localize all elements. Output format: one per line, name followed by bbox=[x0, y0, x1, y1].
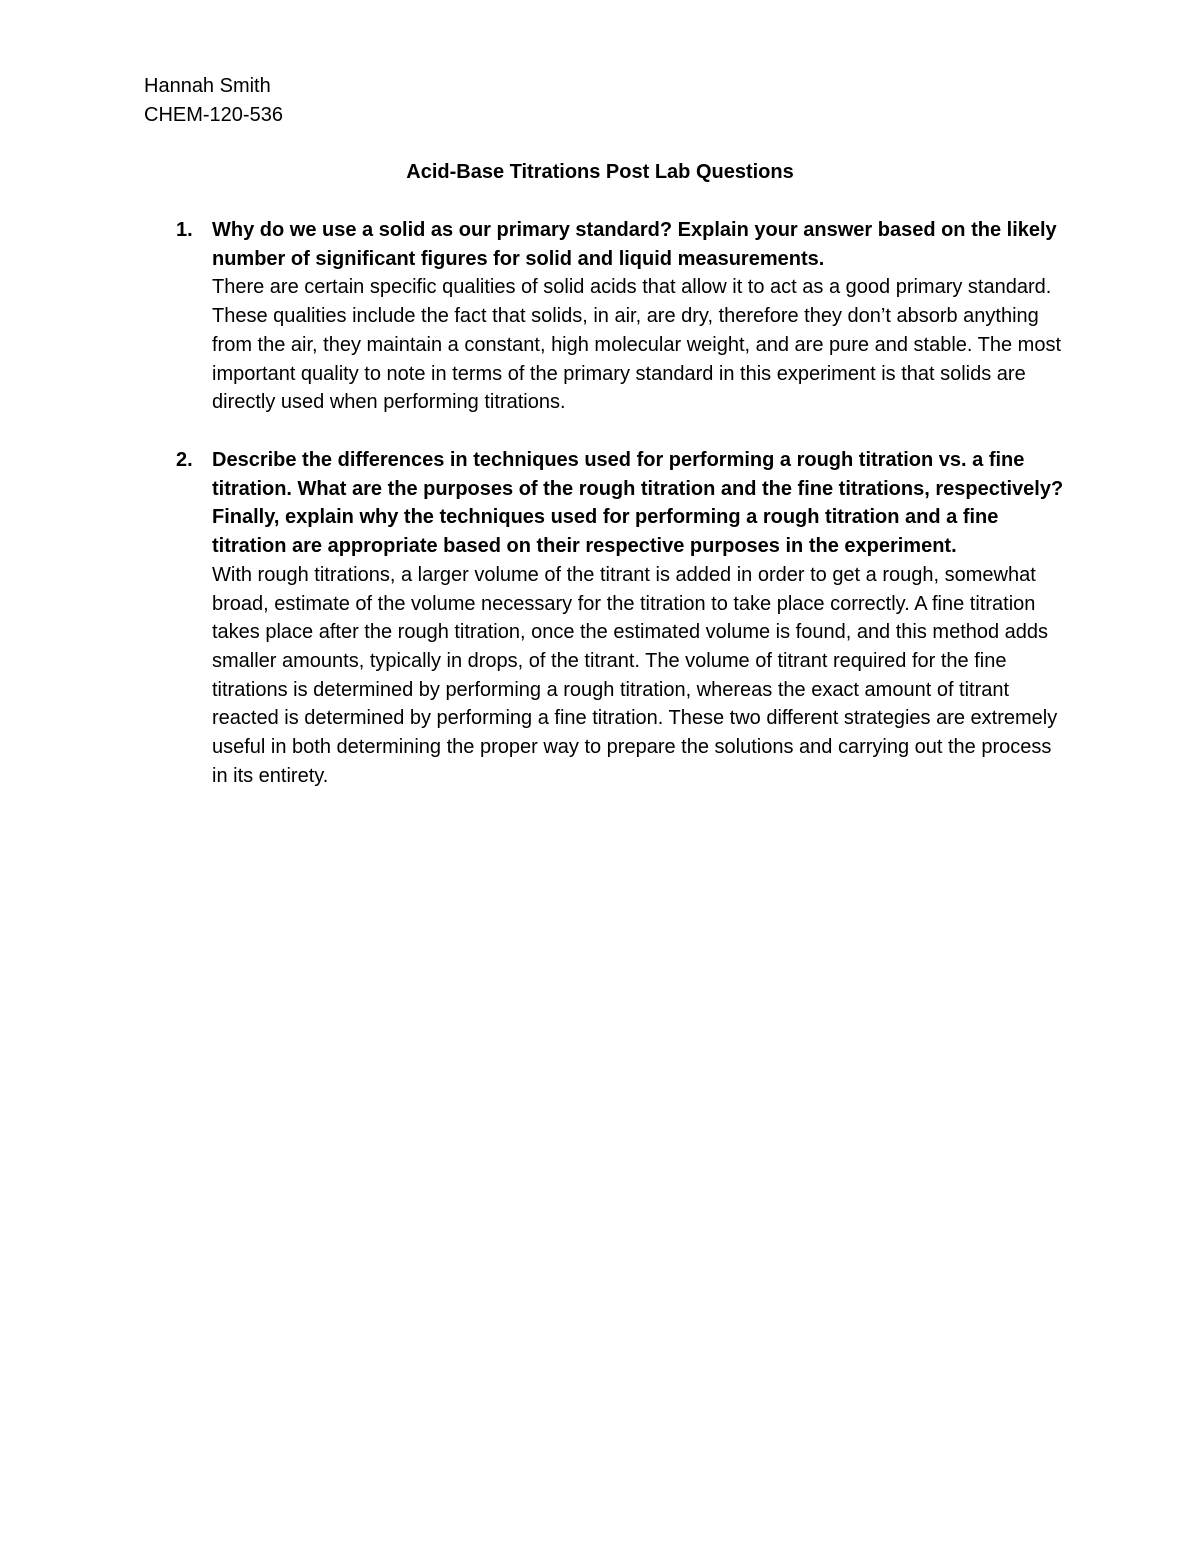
question-number: 1. bbox=[176, 219, 193, 241]
question-text: Describe the differences in techniques used for performing a rough titration vs. a fine titration. What are the purposes of the rough titration and the fine titrations, respectively? Finally, explain why the techniques used for performing a rough titration and a fine titration are appropriate based on their respective purposes in the experiment. bbox=[212, 449, 1064, 558]
author-name: Hannah Smith bbox=[144, 75, 271, 97]
question-text: Why do we use a solid as our primary standard? Explain your answer based on the likely number of significant figures for solid and liquid measurements. bbox=[212, 219, 1057, 270]
answer-text: With rough titrations, a larger volume of the titrant is added in order to get a rough, somewhat broad, estimate of the volume necessary for the titration to take place correctly. A fine titration takes place after the rough titration, once the estimated volume is found, and this method adds smaller amounts, typically in drops, of the titrant. The volume of titrant required for the fine titrations is determined by performing a rough titration, whereas the exact amount of titrant reacted is determined by performing a fine titration. These two different strategies are extremely useful in both determining the proper way to prepare the solutions and carrying out the process in its entirety. bbox=[212, 563, 1058, 787]
question-item bbox=[176, 216, 1072, 417]
document-title: Acid-Base Titrations Post Lab Questions bbox=[406, 161, 794, 183]
answer-text: There are certain specific qualities of solid acids that allow it to act as a good primary standard. These qualities include the fact that solids, in air, are dry, therefore they don’t absorb anything from the air, they maintain a constant, high molecular weight, and are pure and stable. The most important quality to note in terms of the primary standard in this experiment is that solids are directly used when performing titrations. bbox=[212, 276, 1061, 414]
course-code: CHEM-120-536 bbox=[144, 104, 283, 126]
question-number: 2. bbox=[176, 449, 193, 471]
question-item bbox=[176, 446, 1072, 790]
